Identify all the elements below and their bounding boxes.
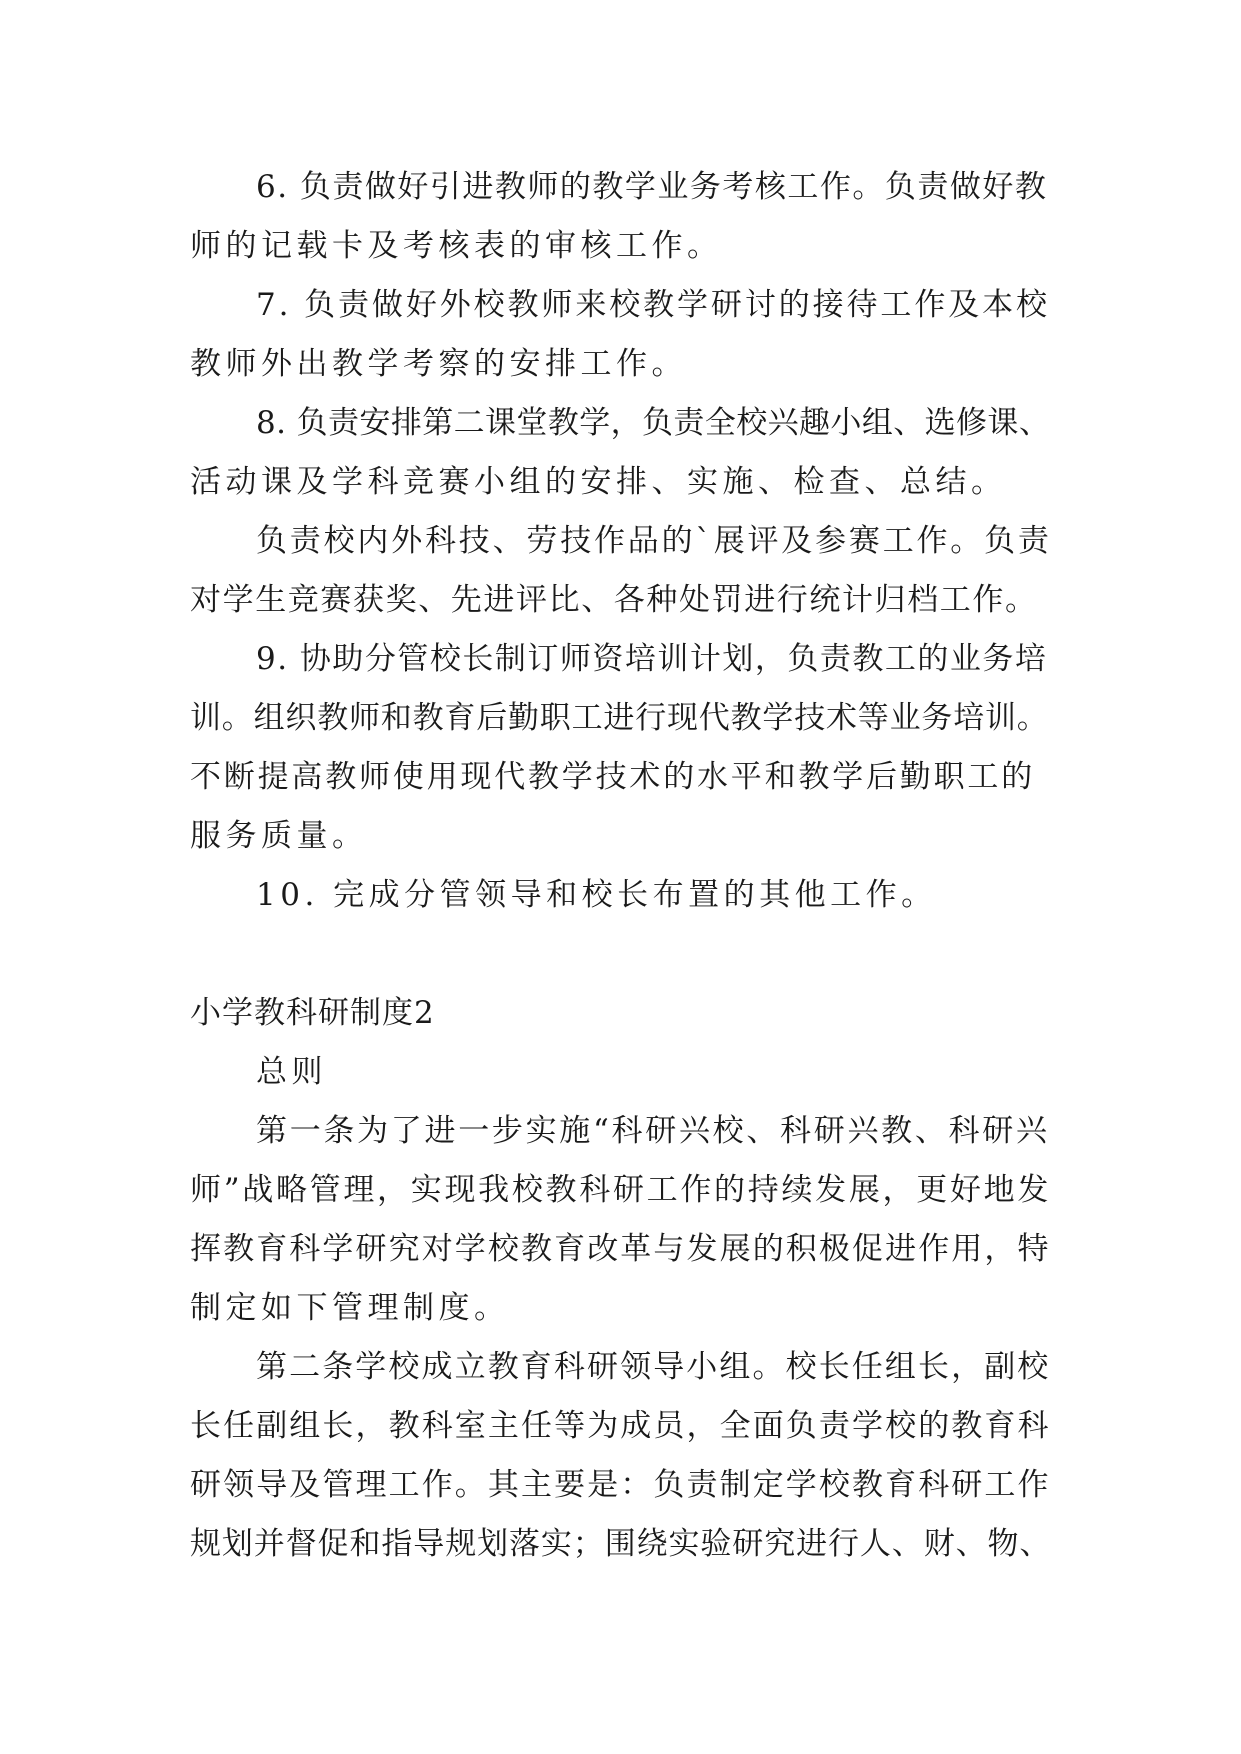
paragraph-line: 服务质量。 bbox=[190, 818, 368, 854]
paragraph-line: 第一条为了进一步实施“科研兴校、科研兴教、科研兴 bbox=[256, 1113, 1050, 1149]
paragraph-line: 负责校内外科技、劳技作品的`展评及参赛工作。负责 bbox=[256, 523, 1052, 559]
document-body bbox=[190, 158, 1052, 1574]
paragraph-line: 教师外出教学考察的安排工作。 bbox=[190, 346, 687, 382]
paragraph-line: 10. 完成分管领导和校长布置的其他工作。 bbox=[256, 877, 937, 913]
paragraph-line: 研领导及管理工作。其主要是：负责制定学校教育科研工作 bbox=[190, 1467, 1051, 1503]
paragraph-line: 活动课及学科竞赛小组的安排、实施、检查、总结。 bbox=[190, 464, 1007, 500]
paragraph-line: 8. 负责安排第二课堂教学，负责全校兴趣小组、选修课、 bbox=[256, 405, 1051, 441]
paragraph-line: 师”战略管理，实现我校教科研工作的持续发展，更好地发 bbox=[190, 1172, 1052, 1208]
paragraph-line: 挥教育科学研究对学校教育改革与发展的积极促进作用，特 bbox=[190, 1231, 1051, 1267]
paragraph-line: 9. 协助分管校长制订师资培训计划，负责教工的业务培 bbox=[256, 641, 1048, 677]
paragraph-line: 师的记载卡及考核表的审核工作。 bbox=[190, 228, 723, 264]
section-heading: 小学教科研制度2 bbox=[190, 995, 435, 1031]
paragraph-line: 规划并督促和指导规划落实；围绕实验研究进行人、财、物、 bbox=[190, 1526, 1052, 1562]
paragraph-line: 长任副组长，教科室主任等为成员，全面负责学校的教育科 bbox=[190, 1408, 1051, 1444]
paragraph-line: 制定如下管理制度。 bbox=[190, 1290, 510, 1326]
paragraph-line: 不断提高教师使用现代教学技术的水平和教学后勤职工的 bbox=[190, 759, 1035, 795]
paragraph-line: 6. 负责做好引进教师的教学业务考核工作。负责做好教 bbox=[256, 169, 1048, 205]
paragraph-line: 7. 负责做好外校教师来校教学研讨的接待工作及本校 bbox=[256, 287, 1050, 323]
paragraph-line: 训。组织教师和教育后勤职工进行现代教学技术等业务培训。 bbox=[190, 700, 1049, 736]
paragraph-line: 对学生竞赛获奖、先进评比、各种处罚进行统计归档工作。 bbox=[190, 582, 1038, 618]
section-gap bbox=[190, 925, 1052, 984]
paragraph-line: 第二条学校成立教育科研领导小组。校长任组长，副校 bbox=[256, 1349, 1051, 1385]
subheading: 总则 bbox=[256, 1054, 327, 1090]
